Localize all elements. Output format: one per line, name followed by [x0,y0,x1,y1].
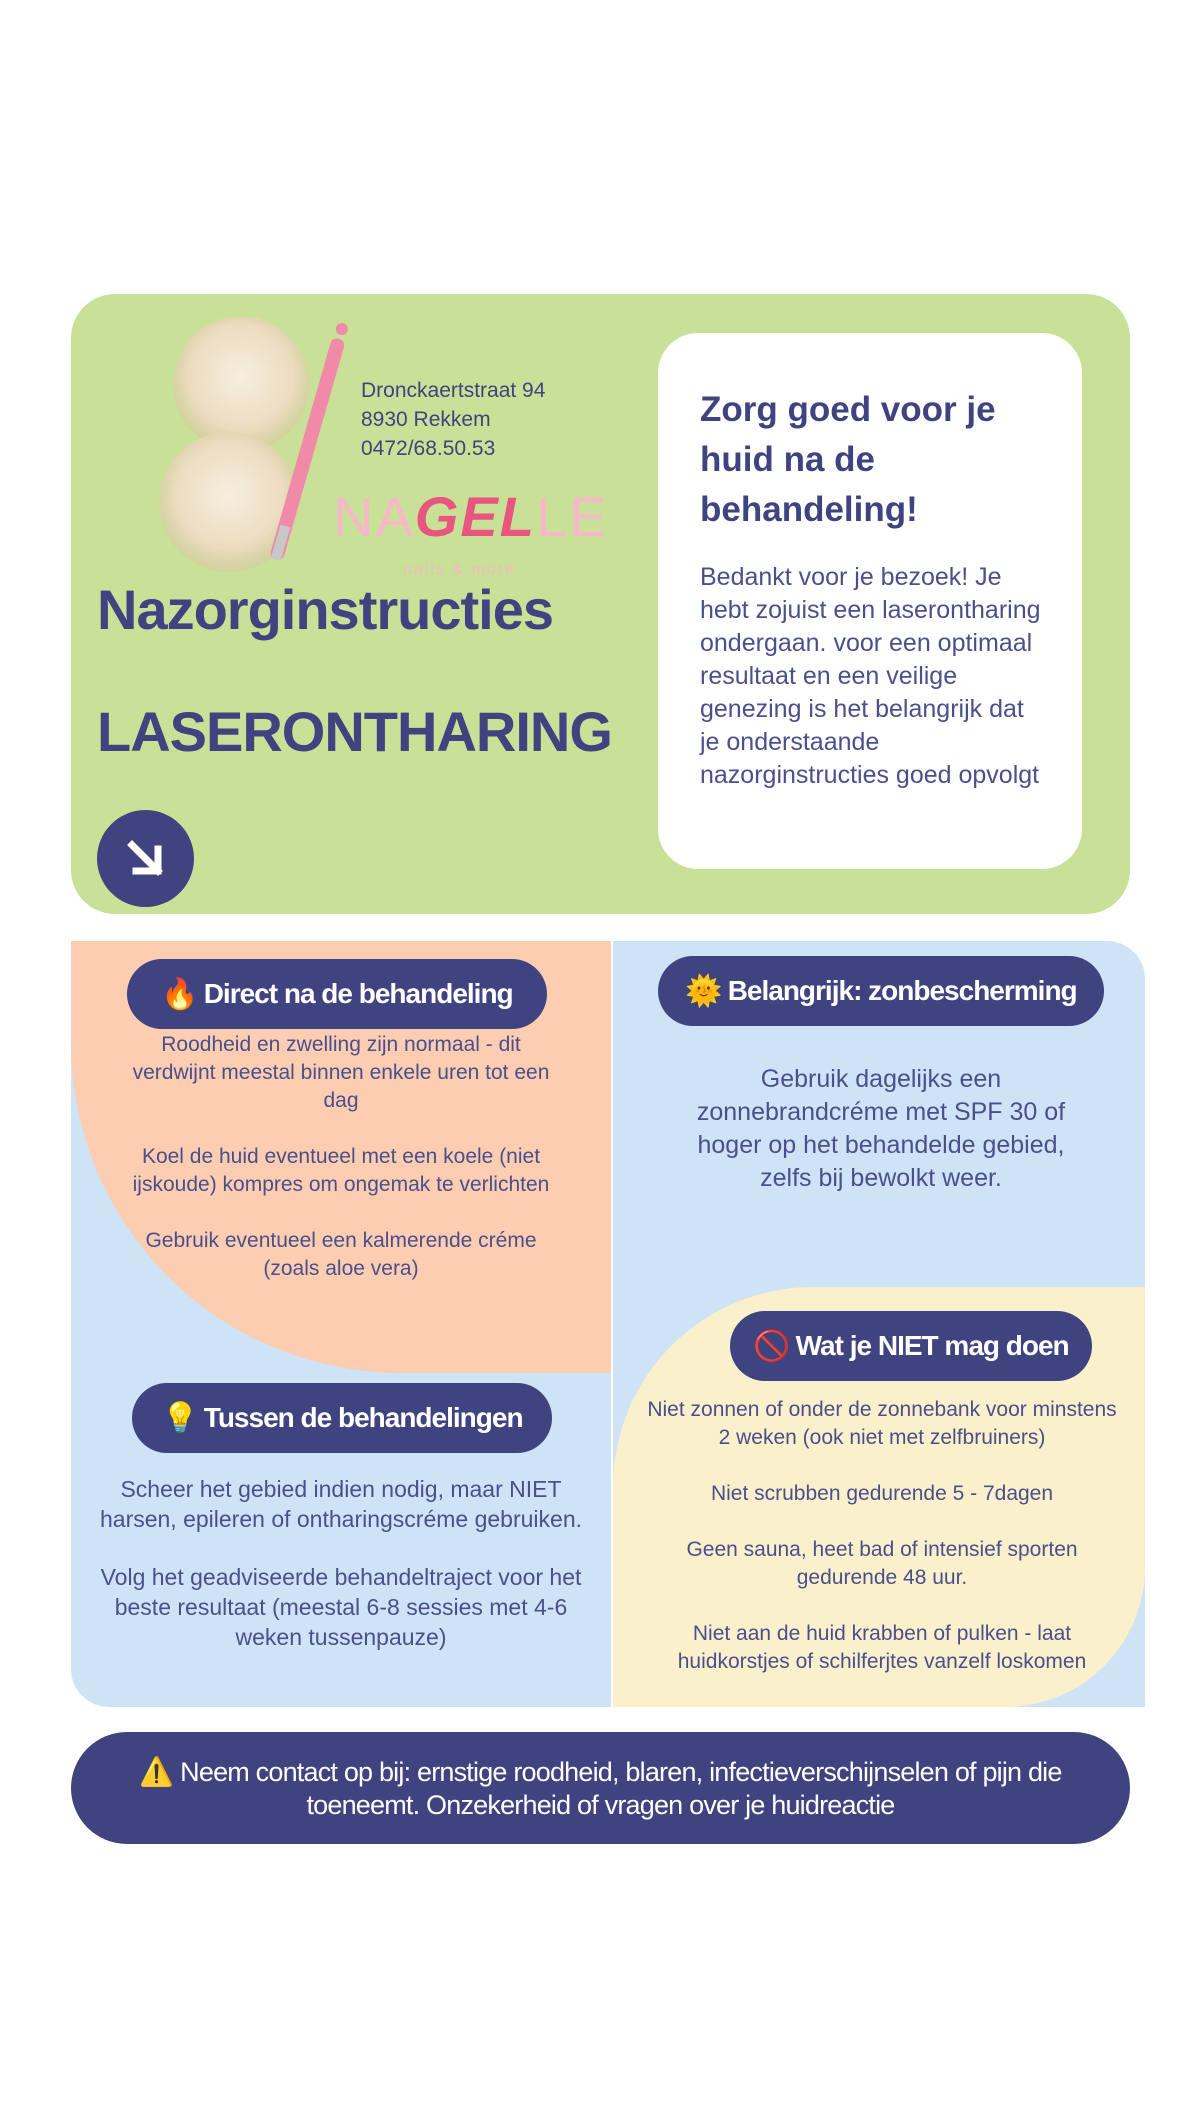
page-title: Nazorginstructies [97,578,553,641]
sun-icon: 🌞 [685,973,722,1009]
section-between-header [132,1383,552,1453]
list-item: Geen sauna, heet bad of intensief sporten gedurende 48 uur. [686,1538,1078,1589]
intro-title: Zorg goed voor je huid na de behandeling! [700,390,996,529]
list-item: Volg het geadviseerde behandeltraject voor het beste resultaat (meestal 6-8 sessies met 4-6 weken tussenpauze) [100,1564,582,1650]
contact-text: Neem contact op bij: ernstige roodheid, blaren, infectieverschijnselen of pijn die toeneemt. Onzekerheid of vragen over je huidreactie [180,1756,1062,1820]
section-sun-title: Belangrijk: zonbescherming [727,975,1077,1006]
arrow-down-right-icon [124,837,168,881]
section-sun-body [671,1063,1091,1195]
list-item: Niet zonnen of onder de zonnebank voor minstens 2 weken (ook niet met zelfbruiners) [647,1398,1117,1449]
intro-text: Bedankt voor je bezoek! Je hebt zojuist een laserontharing ondergaan. voor een optimaal resultaat en een veilige genezing is het belangrijk dat je onderstaande nazorginstructies goed opvolgt [700,563,1041,789]
intro-card [658,333,1082,869]
section-between-body [86,1474,596,1652]
header-card [71,294,1130,914]
list-item: Niet aan de huid krabben of pulken - laat huidkorstjes of schilferjtes vanzelf loskomen [677,1622,1087,1673]
page-subtitle: LASERONTHARING [97,700,612,763]
address-street: Dronckaertstraat 94 [361,379,546,402]
list-item: Roodheid en zwelling zijn normaal - dit verdwijnt meestal binnen enkele uren tot een dag [132,1033,550,1112]
fire-icon: 🔥 [161,976,198,1012]
section-direct-body [131,1031,551,1283]
warning-icon: ⚠️ [139,1754,174,1788]
lightbulb-icon: 💡 [161,1400,198,1436]
list-item: Gebruik eventueel een kalmerende créme (zoals aloe vera) [145,1229,537,1280]
address-phone[interactable]: 0472/68.50.53 [361,437,496,460]
section-sun-text: Gebruik dagelijks een zonnebrandcréme met SPF 30 of hoger op het behandelde gebied, zelfs bij bewolkt weer. [696,1065,1066,1192]
salon-address [361,376,621,463]
section-direct-header [127,959,547,1029]
prohibited-icon: 🚫 [753,1328,790,1364]
arrow-down-right-button[interactable] [97,810,194,907]
svg-text:nails & more: nails & more [403,561,516,578]
instructions-grid [71,941,1145,1707]
svg-text:NAGELLE: NAGELLE [333,485,609,548]
list-item: Scheer het gebied indien nodig, maar NIET harsen, epileren of ontharingscréme gebruiken. [99,1476,582,1532]
list-item: Koel de huid eventueel met een koele (niet ijskoude) kompres om ongemak te verlichten [132,1145,550,1196]
address-city: 8930 Rekkem [361,408,491,431]
section-dont-title: Wat je NIET mag doen [795,1330,1069,1361]
section-dont-header [730,1311,1092,1381]
list-item: Niet scrubben gedurende 5 - 7dagen [710,1482,1054,1505]
contact-banner [71,1732,1130,1844]
section-between-title: Tussen de behandelingen [203,1402,523,1433]
section-direct-title: Direct na de behandeling [203,978,513,1009]
section-sun-header [658,956,1104,1026]
section-dont-body [643,1396,1121,1676]
